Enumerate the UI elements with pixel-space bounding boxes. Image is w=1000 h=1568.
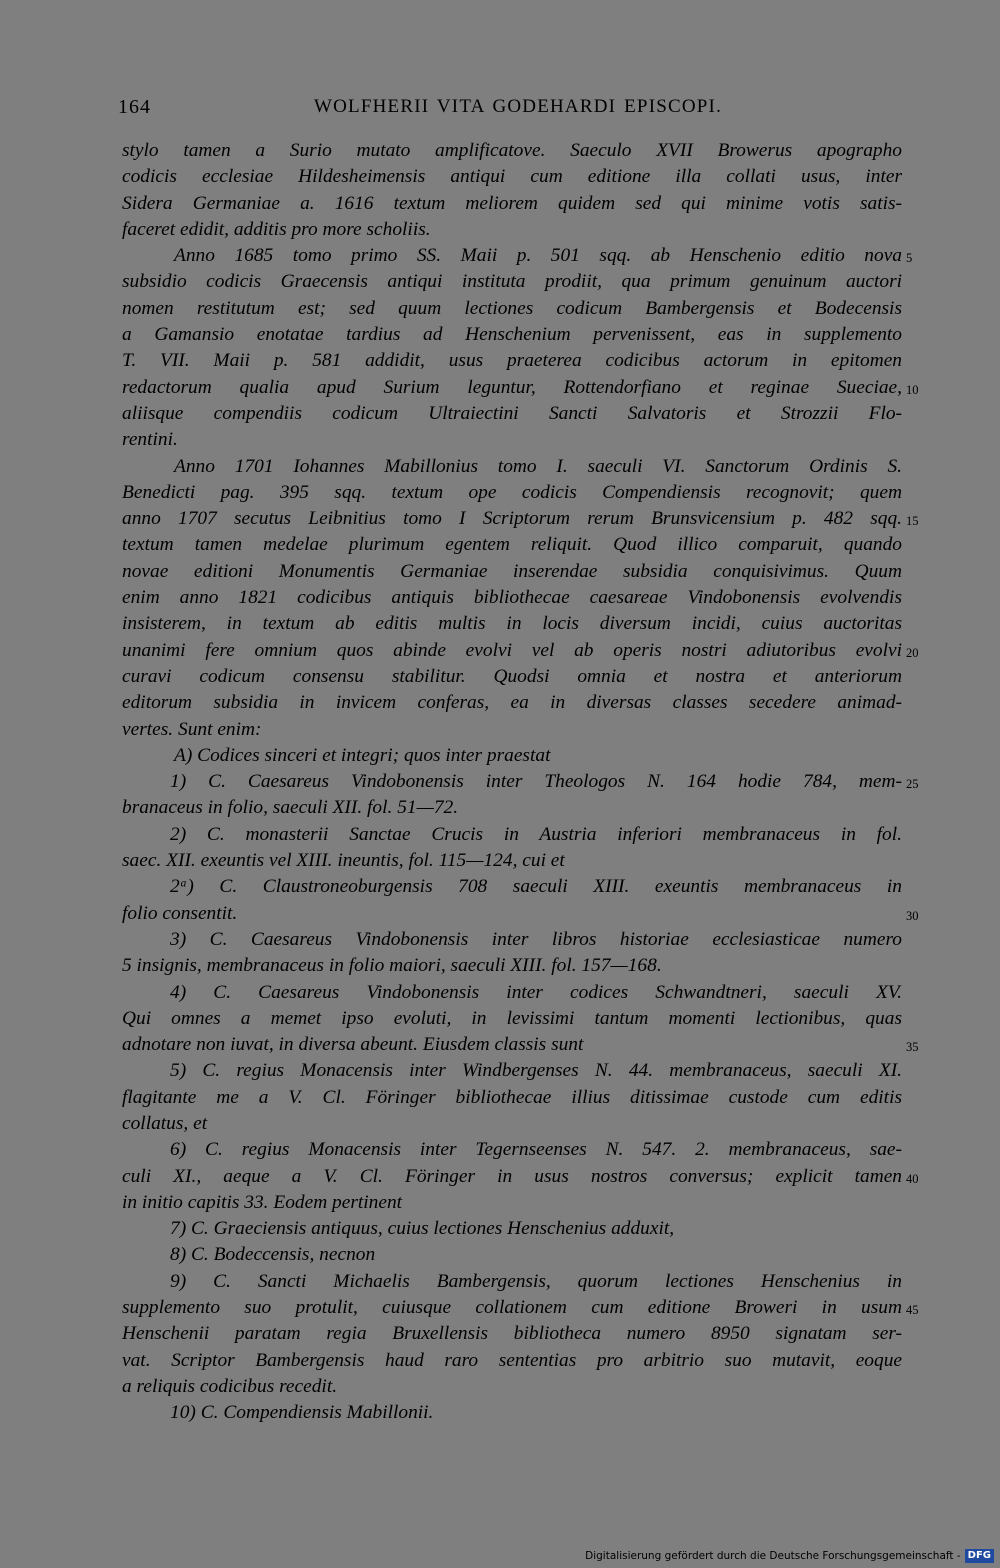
line-text: 4) C. Caesareus Vindobonensis inter codices Schwandtneri, saeculi XV. (170, 981, 902, 1003)
line-text: anno 1707 secutus Leibnitius tomo I Scriptorum rerum Brunsvicensium p. 482 sqq. (122, 508, 902, 530)
text-line (122, 164, 902, 190)
text-line (122, 375, 919, 401)
text-line (122, 217, 902, 243)
line-text: collatus, et (122, 1112, 208, 1134)
line-text: curavi codicum consensu stabilitur. Quodsi omnia et nostra et anteriorum (122, 665, 902, 687)
line-text: 3) C. Caesareus Vindobonensis inter libros historiae ecclesiasticae numero (170, 928, 902, 950)
line-text: 10) C. Compendiensis Mabillonii. (170, 1402, 434, 1424)
line-text: stylo tamen a Surio mutato amplificatove. Saeculo XVII Browerus apographo (122, 140, 902, 161)
line-text: redactorum qualia apud Surium leguntur, Rottendorfiano et reginae Sueciae, (122, 376, 902, 398)
line-text: Henschenii paratam regia Bruxellensis bibliotheca numero 8950 signatam ser- (122, 1323, 902, 1345)
text-line (122, 690, 902, 716)
line-text: 2ᵃ) C. Claustroneoburgensis 708 saeculi XIII. exeuntis membranaceus in (170, 876, 902, 898)
funding-note: Digitalisierung gefördert durch die Deutsche Forschungsgemeinschaft - (585, 1550, 961, 1562)
line-number: 40 (906, 1171, 919, 1186)
line-text: aliisque compendiis codicum Ultraiectini Sancti Salvatoris et Strozzii Flo- (122, 402, 902, 424)
text-line (122, 1111, 902, 1137)
line-text: saec. XII. exeuntis vel XIII. ineuntis, fol. 115—124, cui et (122, 850, 565, 872)
line-text: novae editioni Monumentis Germaniae inserendae subsidia conquisivimus. Quum (122, 560, 902, 582)
text-line (122, 1190, 902, 1216)
line-text: folio consentit. (122, 902, 238, 924)
line-text: vat. Scriptor Bambergensis haud raro sententias pro arbitrio suo mutavit, eoque (122, 1349, 902, 1371)
line-text: 5 insignis, membranaceus in folio maiori, saeculi XIII. fol. 157—168. (122, 955, 662, 977)
line-text: 5) C. regius Monacensis inter Windbergenses N. 44. membranaceus, saeculi XI. (170, 1060, 902, 1082)
line-text: Anno 1685 tomo primo SS. Maii p. 501 sqq. ab Henschenio editio nova (174, 245, 902, 267)
line-text: 8) C. Bodeccensis, necnon (170, 1244, 376, 1266)
line-text: editorum subsidia in invicem conferas, ea in diversas classes secedere animad- (122, 692, 902, 714)
line-text: adnotare non iuvat, in diversa abeunt. Eiusdem classis sunt (122, 1034, 584, 1056)
text-line (122, 769, 919, 795)
line-number: 25 (906, 777, 919, 792)
text-line (122, 243, 913, 269)
text-line (122, 717, 902, 743)
text-line (122, 874, 902, 900)
text-line (122, 348, 902, 374)
text-line (122, 1242, 902, 1268)
text-line (122, 1006, 902, 1032)
line-text: codicis ecclesiae Hildesheimensis antiqui cum editione illa collati usus, inter (122, 166, 902, 188)
dfg-logo[interactable]: DFG (965, 1549, 994, 1563)
line-number: 45 (906, 1303, 919, 1318)
line-text: Anno 1701 Iohannes Mabillonius tomo I. saeculi VI. Sanctorum Ordinis S. (174, 455, 902, 477)
text-line (122, 1321, 902, 1347)
page-header (118, 96, 900, 126)
line-text: T. VII. Maii p. 581 addidit, usus praeterea codicibus actorum in epitomen (122, 350, 902, 372)
line-text: Qui omnes a memet ipso evoluti, in levissimi tantum momenti lectionibus, quas (122, 1007, 902, 1029)
text-line (122, 1058, 902, 1084)
body-text (122, 138, 919, 1427)
text-line (122, 480, 902, 506)
line-text: branaceus in folio, saeculi XII. fol. 51—72. (122, 797, 459, 819)
text-line (122, 1348, 902, 1374)
line-text: insisterem, in textum ab editis multis in locis diversum incidi, cuius auctoritas (122, 613, 902, 635)
text-line (122, 454, 902, 480)
line-text: subsidio codicis Graecensis antiqui instituta prodiit, qua primum genuinum auctori (122, 271, 902, 293)
text-line (122, 585, 902, 611)
line-text: 9) C. Sancti Michaelis Bambergensis, quorum lectiones Henschenius in (170, 1270, 902, 1292)
line-text: nomen restitutum est; sed quum lectiones codicum Bambergensis et Bodecensis (122, 297, 902, 319)
text-line (122, 322, 902, 348)
running-head: WOLFHERII VITA GODEHARDI EPISCOPI. (314, 96, 723, 117)
text-line (122, 1400, 902, 1426)
text-line (122, 1295, 919, 1321)
text-line (122, 638, 919, 664)
line-text: vertes. Sunt enim: (122, 718, 262, 740)
line-number: 15 (906, 514, 919, 529)
line-text: enim anno 1821 codicibus antiquis bibliothecae caesareae Vindobonensis evolvendis (122, 587, 902, 609)
text-line (122, 532, 902, 558)
text-line (122, 901, 919, 927)
text-line (122, 795, 902, 821)
line-number: 35 (906, 1040, 919, 1055)
text-line (122, 664, 902, 690)
text-line (122, 506, 919, 532)
line-number: 30 (906, 908, 919, 923)
line-text: a Gamansio enotatae tardius ad Henschenium pervenissent, eas in supplemento (122, 324, 902, 346)
line-number: 10 (906, 382, 919, 397)
text-line (122, 1032, 919, 1058)
line-number: 20 (906, 645, 919, 660)
line-text: textum tamen medelae plurimum egentem reliquit. Quod illico comparuit, quando (122, 534, 902, 556)
text-line (122, 1216, 902, 1242)
text-line (122, 296, 902, 322)
text-line (122, 1085, 902, 1111)
line-text: A) Codices sinceri et integri; quos inter praestat (174, 744, 551, 766)
line-text: 6) C. regius Monacensis inter Tegernseenses N. 547. 2. membranaceus, sae- (170, 1139, 902, 1161)
text-line (122, 559, 902, 585)
text-line (122, 269, 902, 295)
line-text: supplemento suo protulit, cuiusque collationem cum editione Broweri in usum (122, 1297, 902, 1319)
text-line (122, 1269, 902, 1295)
text-line (122, 822, 902, 848)
line-text: culi XI., aeque a V. Cl. Föringer in usus nostros conversus; explicit tamen (122, 1165, 902, 1187)
text-line (122, 138, 902, 164)
line-text: 1) C. Caesareus Vindobonensis inter Theologos N. 164 hodie 784, mem- (170, 771, 902, 793)
text-line (122, 1374, 902, 1400)
footer (585, 1548, 994, 1564)
line-text: flagitante me a V. Cl. Föringer bibliothecae illius ditissimae custode cum editis (122, 1086, 902, 1108)
line-text: rentini. (122, 429, 178, 451)
line-text: in initio capitis 33. Eodem pertinent (122, 1191, 403, 1213)
text-line (122, 191, 902, 217)
text-line (122, 611, 902, 637)
text-line (122, 401, 902, 427)
text-line (122, 743, 902, 769)
line-text: unanimi fere omnium quos abinde evolvi vel ab operis nostri adiutoribus evolvi (122, 639, 902, 661)
line-text: Benedicti pag. 395 sqq. textum ope codicis Compendiensis recognovit; quem (122, 481, 902, 503)
line-text: faceret edidit, additis pro more scholiis. (122, 218, 431, 240)
text-line (122, 927, 902, 953)
line-text: a reliquis codicibus recedit. (122, 1375, 338, 1397)
text-line (122, 1137, 902, 1163)
page-number: 164 (118, 96, 151, 118)
text-line (122, 848, 902, 874)
line-text: Sidera Germaniae a. 1616 textum meliorem quidem sed qui minime votis satis- (122, 192, 902, 214)
text-line (122, 980, 902, 1006)
line-text: 7) C. Graeciensis antiquus, cuius lectiones Henschenius adduxit, (170, 1218, 675, 1240)
text-line (122, 427, 902, 453)
text-line (122, 1164, 919, 1190)
text-line (122, 953, 902, 979)
line-number: 5 (906, 251, 913, 266)
line-text: 2) C. monasterii Sanctae Crucis in Austria inferiori membranaceus in fol. (170, 823, 902, 845)
